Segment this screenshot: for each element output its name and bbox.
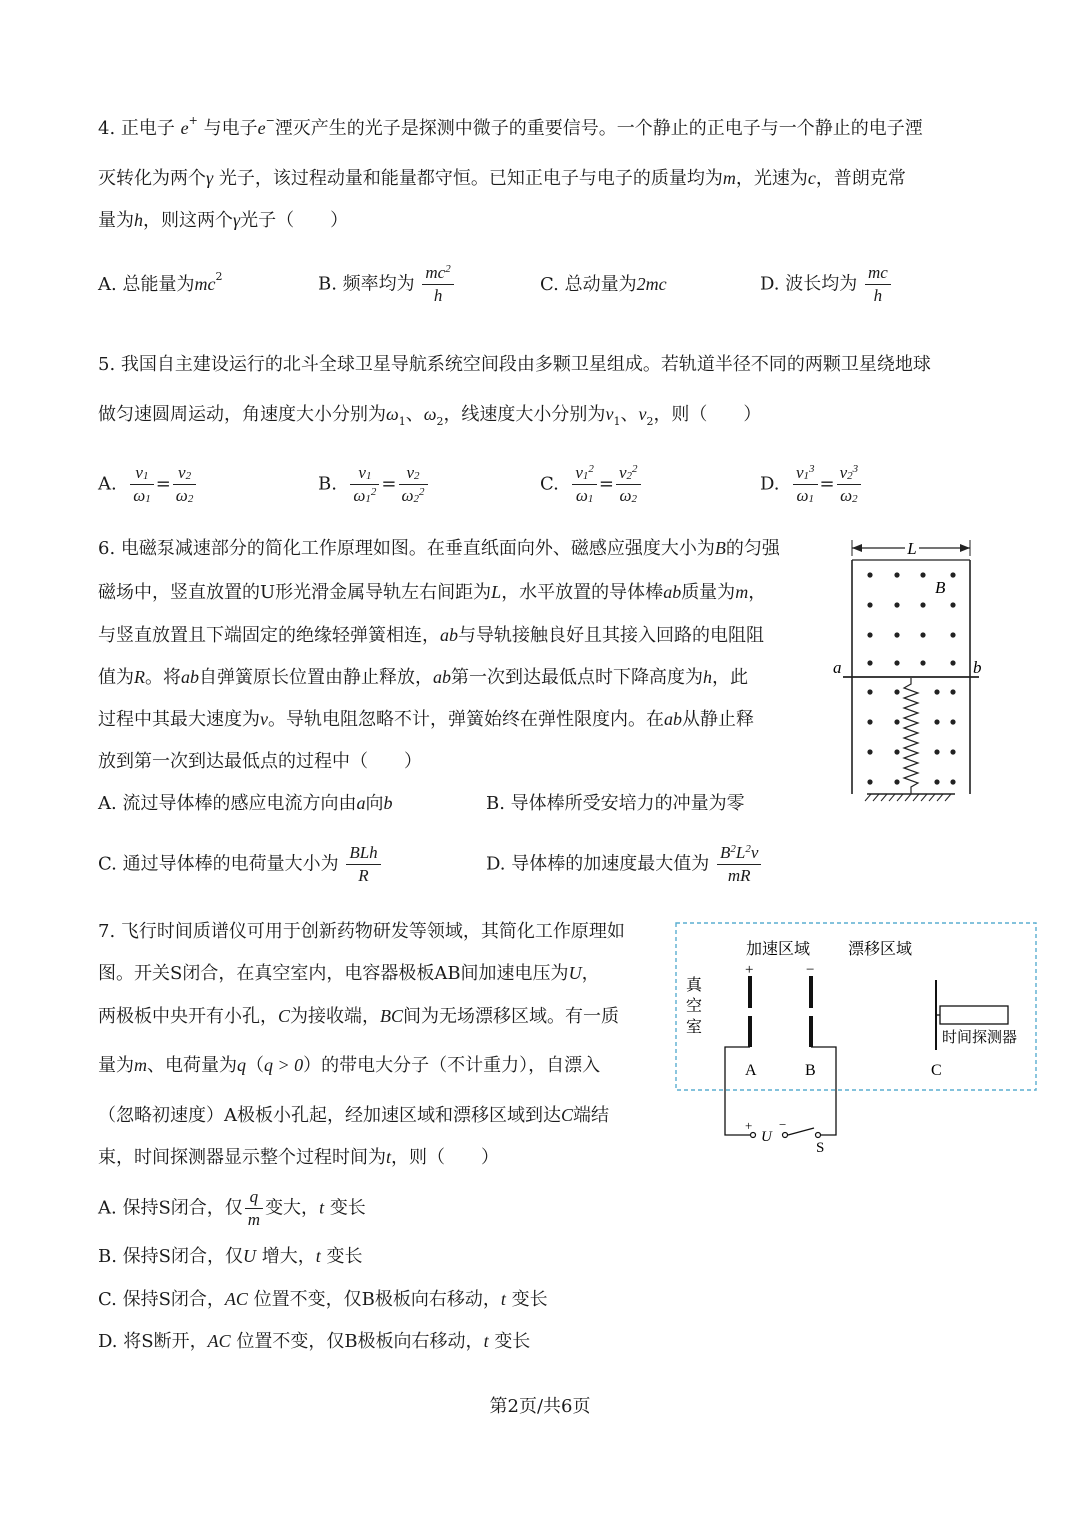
q4-line-1: 4. 正电子 e+ 与电子e−湮灭产生的光子是探测中微子的重要信号。一个静止的正电子与一个静止的电子湮	[98, 114, 923, 139]
q7-option-c: C. 保持S闭合，AC 位置不变，仅B极板向右移动，t 变长	[98, 1289, 548, 1310]
svg-text:−: −	[779, 1117, 787, 1132]
q5-option-c: C. $\frac{v_1^2}{\omega_1}$ = $\frac{v_2^2}{\omega_2}$	[540, 462, 643, 507]
q7-line-1: 7. 飞行时间质谱仪可用于创新药物研发等领域，其简化工作原理如	[98, 921, 625, 942]
q6-option-a: A. 流过导体棒的感应电流方向由a向b	[98, 793, 393, 814]
q7-line-4: 量为m、电荷量为q（q > 0）的带电大分子（不计重力），自漂入	[98, 1055, 601, 1076]
q6-figure	[825, 530, 995, 805]
q4-option-c: C. 总动量为2mc	[540, 274, 667, 295]
q7-line-6: 束，时间探测器显示整个过程时间为t，则（ ）	[98, 1147, 500, 1168]
q7-option-d: D. 将S断开，AC 位置不变，仅B极板向右移动，t 变长	[98, 1331, 531, 1352]
fig-label-vacuum-1: 真	[686, 977, 703, 994]
fig-label-a: a	[833, 658, 842, 677]
q5-option-a: A. $\frac{v_1}{\omega_1}$ = $\frac{v_2}{\omega_2}$	[98, 462, 198, 507]
fig-label-drift: 漂移区域	[848, 941, 913, 958]
q6-line-1: 6. 电磁泵减速部分的简化工作原理如图。在垂直纸面向外、磁感应强度大小为B的匀强	[98, 538, 780, 559]
fig-label-S: S	[816, 1140, 825, 1155]
page-footer: 第2页/共6页	[489, 1396, 591, 1417]
q5-line-2: 做匀速圆周运动，角速度大小分别为$\omega_1$、$\omega_2$，线速度大小分别为$v_1$、$v_2$，则（ ）	[98, 404, 762, 429]
q6-line-5: 过程中其最大速度为v。导轨电阻忽略不计，弹簧始终在弹性限度内。在ab从静止释	[98, 709, 754, 730]
fig-label-B: B	[805, 1062, 816, 1079]
q5-option-b: B. $\frac{v_1}{\omega_1^2}$ = $\frac{v_2}{\omega_2^2}$	[318, 462, 430, 507]
q7-line-3: 两极板中央开有小孔，C为接收端，BC间为无场漂移区域。有一质	[98, 1006, 620, 1027]
fig-label-detector: 时间探测器	[942, 1030, 1018, 1046]
fig-label-vacuum-3: 室	[686, 1019, 703, 1036]
fig-label-b: b	[973, 658, 982, 677]
q4-line-3: 量为h，则这两个γ光子（ ）	[98, 210, 349, 231]
q7-line-2: 图。开关S闭合，在真空室内，电容器极板AB间加速电压为U，	[98, 963, 600, 984]
q4-option-b: B. 频率均为 $\frac{mc^2}{h}$	[318, 262, 456, 307]
svg-text:+: +	[745, 962, 754, 978]
q6-line-3: 与竖直放置且下端固定的绝缘轻弹簧相连，ab与导轨接触良好且其接入回路的电阻阻	[98, 625, 764, 646]
q6-line-6: 放到第一次到达最低点的过程中（ ）	[98, 751, 422, 772]
q6-option-c: C. 通过导体棒的电荷量大小为 $\frac{\text{BLh}}{R}$	[98, 842, 383, 887]
fig-label-L: L	[907, 539, 917, 558]
q7-option-a: A. 保持S闭合，仅 $\frac{q}{m}$ 变大，t 变长	[98, 1187, 366, 1229]
q5-option-d: D. $\frac{v_1^3}{\omega_1}$ = $\frac{v_2^3}{\omega_2}$	[760, 462, 863, 507]
svg-text:−: −	[806, 962, 815, 978]
fig-label-U: U	[761, 1129, 772, 1145]
svg-text:+: +	[745, 1118, 753, 1133]
q7-figure	[672, 920, 1042, 1155]
fig-label-C: C	[931, 1062, 942, 1079]
fig-label-accel: 加速区域	[746, 941, 811, 958]
q6-option-d: D. 导体棒的加速度最大值为 $\frac{B^2L^2v}{mR}$	[486, 842, 763, 887]
q7-option-b: B. 保持S闭合，仅U 增大，t 变长	[98, 1246, 363, 1267]
q4-option-a: A. 总能量为$mc^2$	[98, 270, 223, 295]
fig-label-vacuum-2: 空	[686, 998, 703, 1015]
q6-line-4: 值为R。将ab自弹簧原长位置由静止释放，ab第一次到达最低点时下降高度为h，此	[98, 667, 748, 688]
q5-line-1: 5. 我国自主建设运行的北斗全球卫星导航系统空间段由多颗卫星组成。若轨道半径不同的两颗卫星绕地球	[98, 354, 931, 375]
fig-label-A: A	[745, 1062, 757, 1079]
q4-option-d: D. 波长均为 $\frac{mc}{h}$	[760, 262, 893, 307]
q7-line-5: （忽略初速度）A极板小孔起，经加速区域和漂移区域到达C端结	[98, 1105, 610, 1126]
q6-option-b: B. 导体棒所受安培力的冲量为零	[486, 793, 745, 814]
q4-line-2: 灭转化为两个γ 光子，该过程动量和能量都守恒。已知正电子与电子的质量均为m，光速为c，普朗克常	[98, 168, 906, 189]
fig-label-B: B	[935, 578, 946, 597]
q6-line-2: 磁场中，竖直放置的U形光滑金属导轨左右间距为L，水平放置的导体棒ab质量为m，	[98, 582, 767, 603]
